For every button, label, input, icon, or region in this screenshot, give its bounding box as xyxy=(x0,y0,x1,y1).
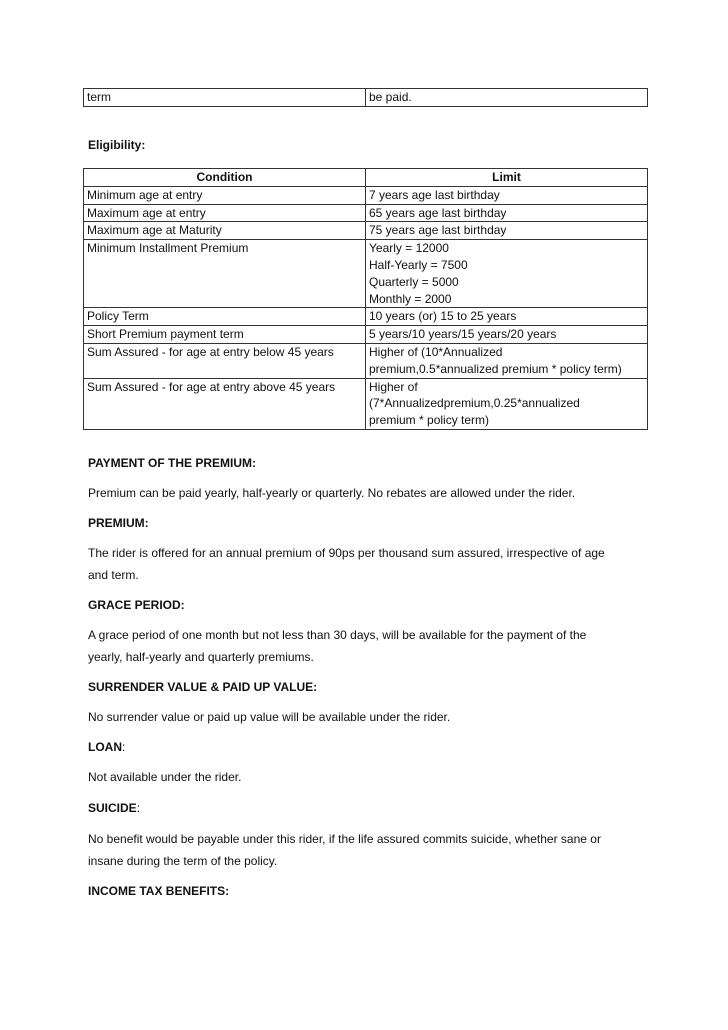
suicide-heading-line xyxy=(88,797,648,819)
limit-cell xyxy=(366,222,648,240)
limit-cell xyxy=(366,240,648,308)
limit-line: Half-Yearly = 7500 xyxy=(369,257,468,272)
surrender-heading: SURRENDER VALUE & PAID UP VALUE: xyxy=(88,680,318,694)
eligibility-table xyxy=(83,168,648,430)
table-row xyxy=(84,204,648,222)
limit-cell xyxy=(366,186,648,204)
premium-text xyxy=(88,542,648,586)
condition-cell: Short Premium payment term xyxy=(84,326,366,344)
continuation-table xyxy=(83,88,648,107)
suicide-heading: SUICIDE xyxy=(88,801,137,815)
premium-text-line: and term. xyxy=(88,568,139,582)
table-row xyxy=(84,186,648,204)
grace-text-line: A grace period of one month but not less than 30 days, will be available for the payment of the xyxy=(88,628,587,642)
limit-cell xyxy=(366,204,648,222)
column-header-limit: Limit xyxy=(366,169,648,187)
suicide-text-line: insane during the term of the policy. xyxy=(88,854,278,868)
column-header-condition: Condition xyxy=(84,169,366,187)
grace-heading: GRACE PERIOD: xyxy=(88,598,185,612)
suicide-text xyxy=(88,828,648,872)
grace-text xyxy=(88,624,648,668)
loan-heading-line xyxy=(88,736,648,758)
loan-colon: : xyxy=(122,740,126,754)
limit-line: 75 years age last birthday xyxy=(369,223,507,238)
limit-cell xyxy=(366,378,648,429)
tax-heading: INCOME TAX BENEFITS: xyxy=(88,884,230,898)
premium-text-line: The rider is offered for an annual premium of 90ps per thousand sum assured, irrespective of age xyxy=(88,546,605,560)
limit-line: Yearly = 12000 xyxy=(369,241,449,256)
limit-line: 7 years age last birthday xyxy=(369,187,500,202)
suicide-text-line: No benefit would be payable under this rider, if the life assured commits suicide, whether sane or xyxy=(88,832,601,846)
table-row xyxy=(84,308,648,326)
condition-cell: Policy Term xyxy=(84,308,366,326)
limit-line: Monthly = 2000 xyxy=(369,291,452,306)
loan-text: Not available under the rider. xyxy=(88,770,242,784)
limit-cell xyxy=(366,343,648,378)
payment-heading: PAYMENT OF THE PREMIUM: xyxy=(88,456,257,470)
limit-line: 65 years age last birthday xyxy=(369,205,507,220)
condition-cell: Maximum age at Maturity xyxy=(84,222,366,240)
condition-cell: Maximum age at entry xyxy=(84,204,366,222)
table-cell: be paid. xyxy=(366,89,648,107)
limit-line: Quarterly = 5000 xyxy=(369,274,459,289)
surrender-text: No surrender value or paid up value will be available under the rider. xyxy=(88,710,451,724)
limit-cell xyxy=(366,326,648,344)
suicide-colon: : xyxy=(136,801,141,815)
limit-line: 5 years/10 years/15 years/20 years xyxy=(369,327,557,342)
table-row xyxy=(84,343,648,378)
limit-line: Higher of xyxy=(369,379,418,394)
condition-cell: Sum Assured - for age at entry below 45 years xyxy=(84,343,366,378)
limit-cell xyxy=(366,308,648,326)
limit-line: (7*Annualizedpremium,0.25*annualized xyxy=(369,396,580,411)
payment-text: Premium can be paid yearly, half-yearly or quarterly. No rebates are allowed under the rider. xyxy=(88,486,576,500)
premium-heading: PREMIUM: xyxy=(88,516,149,530)
limit-line: premium,0.5*annualized premium * policy term) xyxy=(369,361,622,376)
table-row xyxy=(84,378,648,429)
table-row xyxy=(84,240,648,308)
loan-heading: LOAN xyxy=(88,740,122,754)
table-cell: term xyxy=(84,89,366,107)
eligibility-heading: Eligibility: xyxy=(88,138,146,152)
grace-text-line: yearly, half-yearly and quarterly premiums. xyxy=(88,650,314,664)
limit-line: Higher of (10*Annualized xyxy=(369,344,503,359)
table-row xyxy=(84,222,648,240)
table-row xyxy=(84,89,648,107)
condition-cell: Minimum Installment Premium xyxy=(84,240,366,308)
limit-line: 10 years (or) 15 to 25 years xyxy=(369,309,517,324)
limit-line: premium * policy term) xyxy=(369,413,490,428)
condition-cell: Minimum age at entry xyxy=(84,186,366,204)
table-row xyxy=(84,326,648,344)
condition-cell: Sum Assured - for age at entry above 45 years xyxy=(84,378,366,429)
table-header-row xyxy=(84,169,648,187)
